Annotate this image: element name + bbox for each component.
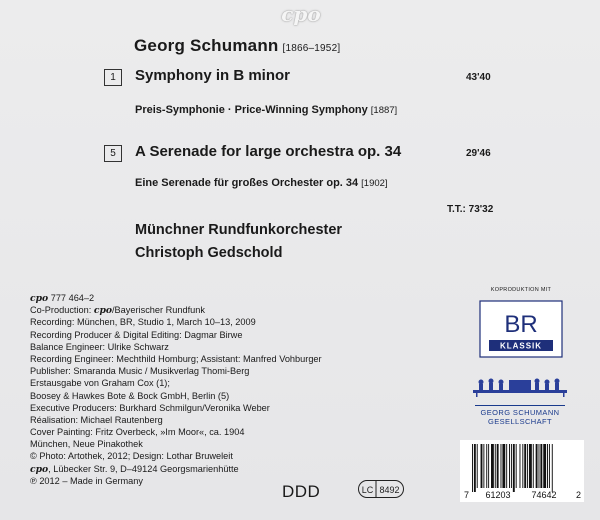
barcode-bar (536, 444, 538, 488)
barcode-bar (506, 444, 507, 488)
divider (475, 405, 565, 406)
credit-line: Recording Engineer: Mechthild Homburg; Assistant: Manfred Vohburger (30, 353, 322, 364)
credit-line: München, Neue Pinakothek (30, 439, 143, 450)
credit-line: Balance Engineer: Ulrike Schwarz (30, 341, 169, 352)
georg-schumann-gesellschaft-logo (471, 372, 569, 426)
barcode-bar (520, 444, 521, 488)
credit-line: Cover Painting: Fritz Overbeck, »Im Moor«, ca. 1904 (30, 427, 245, 438)
credit-line: Executive Producers: Burkhard Schmilgun/Veronika Weber (30, 402, 270, 413)
barcode-bar (502, 444, 505, 488)
barcode-bar (511, 444, 512, 488)
barcode-bar (501, 444, 502, 488)
gesellschaft-line-2: GESELLSCHAFT (488, 417, 552, 426)
barcode-bar (522, 444, 523, 488)
barcode-bar (533, 444, 534, 488)
catalog-number (30, 292, 322, 304)
gesellschaft-name (471, 408, 569, 426)
barcode-bar (539, 444, 540, 488)
barcode-digits-right: 74642 (531, 490, 557, 500)
barcode-bar (549, 444, 550, 488)
address-line (30, 463, 322, 475)
address-text: , Lübecker Str. 9, D–49124 Georgsmarienhütte (48, 463, 239, 474)
cpo-mark: cpo (30, 463, 49, 475)
barcode-bar (481, 444, 483, 488)
subtitle-text: Preis-Symphonie · Price-Winning Symphony (135, 104, 368, 116)
copyright-line: ℗ 2012 – Made in Germany (30, 475, 143, 486)
barcode-bar (527, 444, 528, 488)
barcode-bar (495, 444, 496, 488)
barcode-bar (486, 444, 487, 488)
track-duration: 43'40 (466, 72, 491, 83)
composer-years: [1866–1952] (282, 43, 341, 54)
label-code-badge (358, 480, 404, 498)
cpo-logo: cpo (281, 2, 321, 26)
barcode-digit-first: 7 (464, 490, 470, 500)
gesellschaft-line-1: GEORG SCHUMANN (480, 408, 560, 417)
barcode-bar (513, 444, 515, 492)
barcode-bar (552, 444, 553, 492)
credit-line: Boosey & Hawkes Bote & Bock GmbH, Berlin (5) (30, 390, 230, 401)
barcode-bar (483, 444, 484, 488)
barcode-bar (516, 444, 517, 488)
catalog-text: 777 464–2 (48, 293, 95, 303)
credit-line: Publisher: Smaranda Music / Musikverlag Thomi-Berg (30, 366, 250, 377)
track-5-subtitle (135, 177, 388, 189)
subtitle-year: [1902] (361, 178, 388, 189)
barcode-bar (474, 444, 476, 492)
cpo-mark: cpo (93, 305, 112, 317)
br-logo-big: BR (504, 311, 538, 338)
orchestra-illustration-icon (471, 372, 569, 398)
credit-line: Erstausgabe von Graham Cox (1); (30, 378, 170, 389)
credit-line: Recording Producer & Digital Editing: Dagmar Birwe (30, 329, 243, 340)
composer-name: Georg Schumann (134, 36, 279, 55)
barcode-bar (529, 444, 532, 488)
total-time: T.T.: 73'32 (447, 204, 494, 215)
lc-code: 8492 (379, 485, 400, 495)
barcode-bar (524, 444, 526, 488)
lc-prefix: LC (361, 485, 374, 495)
barcode-bar (497, 444, 499, 488)
barcode-bar (491, 444, 494, 488)
barcode-bar (472, 444, 473, 492)
track-title: Symphony in B minor (135, 67, 291, 84)
barcode (460, 440, 584, 502)
credit-line: Réalisation: Michael Rautenberg (30, 414, 163, 425)
composer-heading (134, 36, 340, 56)
track-number: 1 (104, 69, 122, 86)
ddd-mark: DDD (282, 482, 321, 501)
barcode-digits-left: 61203 (485, 490, 511, 500)
coprod-label: Co-Production: (30, 305, 94, 316)
barcode-bar (540, 444, 542, 488)
credits-block (30, 292, 322, 487)
koproduktion-label: KOPRODUKTION MIT (490, 287, 552, 293)
br-klassik-logo (479, 300, 563, 358)
track-1-subtitle (135, 104, 397, 116)
credit-line: Recording: München, BR, Studio 1, March 10–13, 2009 (30, 317, 256, 328)
credit-line: © Photo: Artothek, 2012; Design: Lothar Bruweleit (30, 451, 233, 462)
orchestra-name: Münchner Rundfunkorchester (135, 222, 343, 238)
cpo-mark: cpo (30, 293, 49, 304)
barcode-bar (509, 444, 510, 488)
track-number: 5 (104, 145, 122, 162)
track-title: A Serenade for large orchestra op. 34 (135, 143, 402, 160)
br-logo-small: KLASSIK (499, 341, 543, 351)
barcode-bar (477, 444, 478, 488)
track-duration: 29'46 (466, 148, 491, 159)
subtitle-year: [1887] (370, 105, 398, 116)
barcode-bar (547, 444, 548, 488)
conductor-name: Christoph Gedschold (135, 245, 283, 261)
barcode-digit-last: 2 (576, 490, 582, 500)
barcode-bar (488, 444, 489, 488)
coprod-rest: /Bayerischer Rundfunk (112, 305, 205, 316)
coproduction-line (30, 304, 322, 316)
barcode-bar (543, 444, 546, 488)
subtitle-text: Eine Serenade für großes Orchester op. 34 (135, 177, 359, 189)
